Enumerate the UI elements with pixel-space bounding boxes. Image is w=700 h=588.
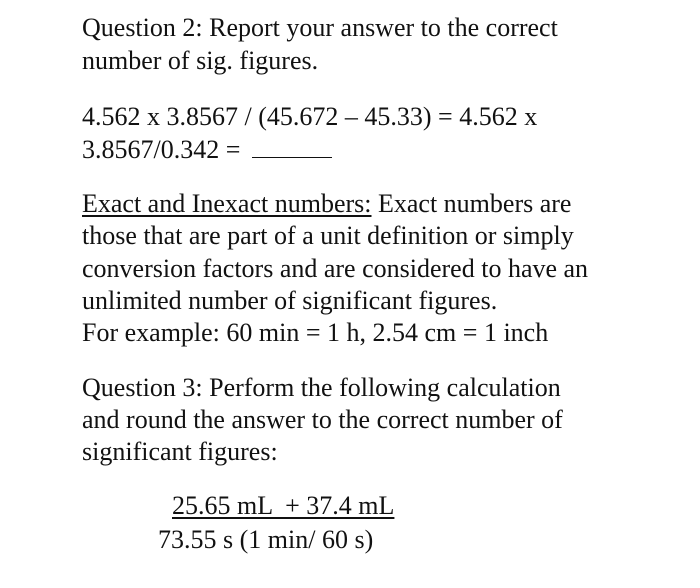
- calculation-expression: 3.8567/0.342 =: [82, 135, 241, 164]
- fraction-denominator: 73.55 s (1 min/ 60 s): [158, 525, 374, 554]
- exact-section-line2: those that are part of a unit definition or simply: [82, 221, 574, 250]
- exact-section-heading: Exact and Inexact numbers:: [82, 189, 372, 218]
- exact-section-line3: conversion factors and are considered to have an: [82, 254, 589, 283]
- calculation-line2: [82, 134, 332, 166]
- calculation-line1: 4.562 x 3.8567 / (45.672 – 45.33) = 4.562 x: [82, 102, 538, 131]
- question3-line3: significant figures:: [82, 437, 278, 466]
- question2-line2: number of sig. figures.: [82, 46, 319, 75]
- question3-line1: Question 3: Perform the following calculation: [82, 373, 561, 402]
- question3-line2: and round the answer to the correct number of: [82, 405, 563, 434]
- exact-section-line1-text: Exact numbers are: [371, 189, 572, 218]
- question2-line1: Question 2: Report your answer to the correct: [82, 13, 558, 42]
- answer-blank: [252, 137, 332, 158]
- exact-section-line1: [82, 188, 571, 220]
- exact-section-line4: unlimited number of significant figures.: [82, 286, 498, 315]
- fraction-numerator: 25.65 mL + 37.4 mL: [172, 491, 395, 520]
- exact-section-example: For example: 60 min = 1 h, 2.54 cm = 1 inch: [82, 318, 549, 347]
